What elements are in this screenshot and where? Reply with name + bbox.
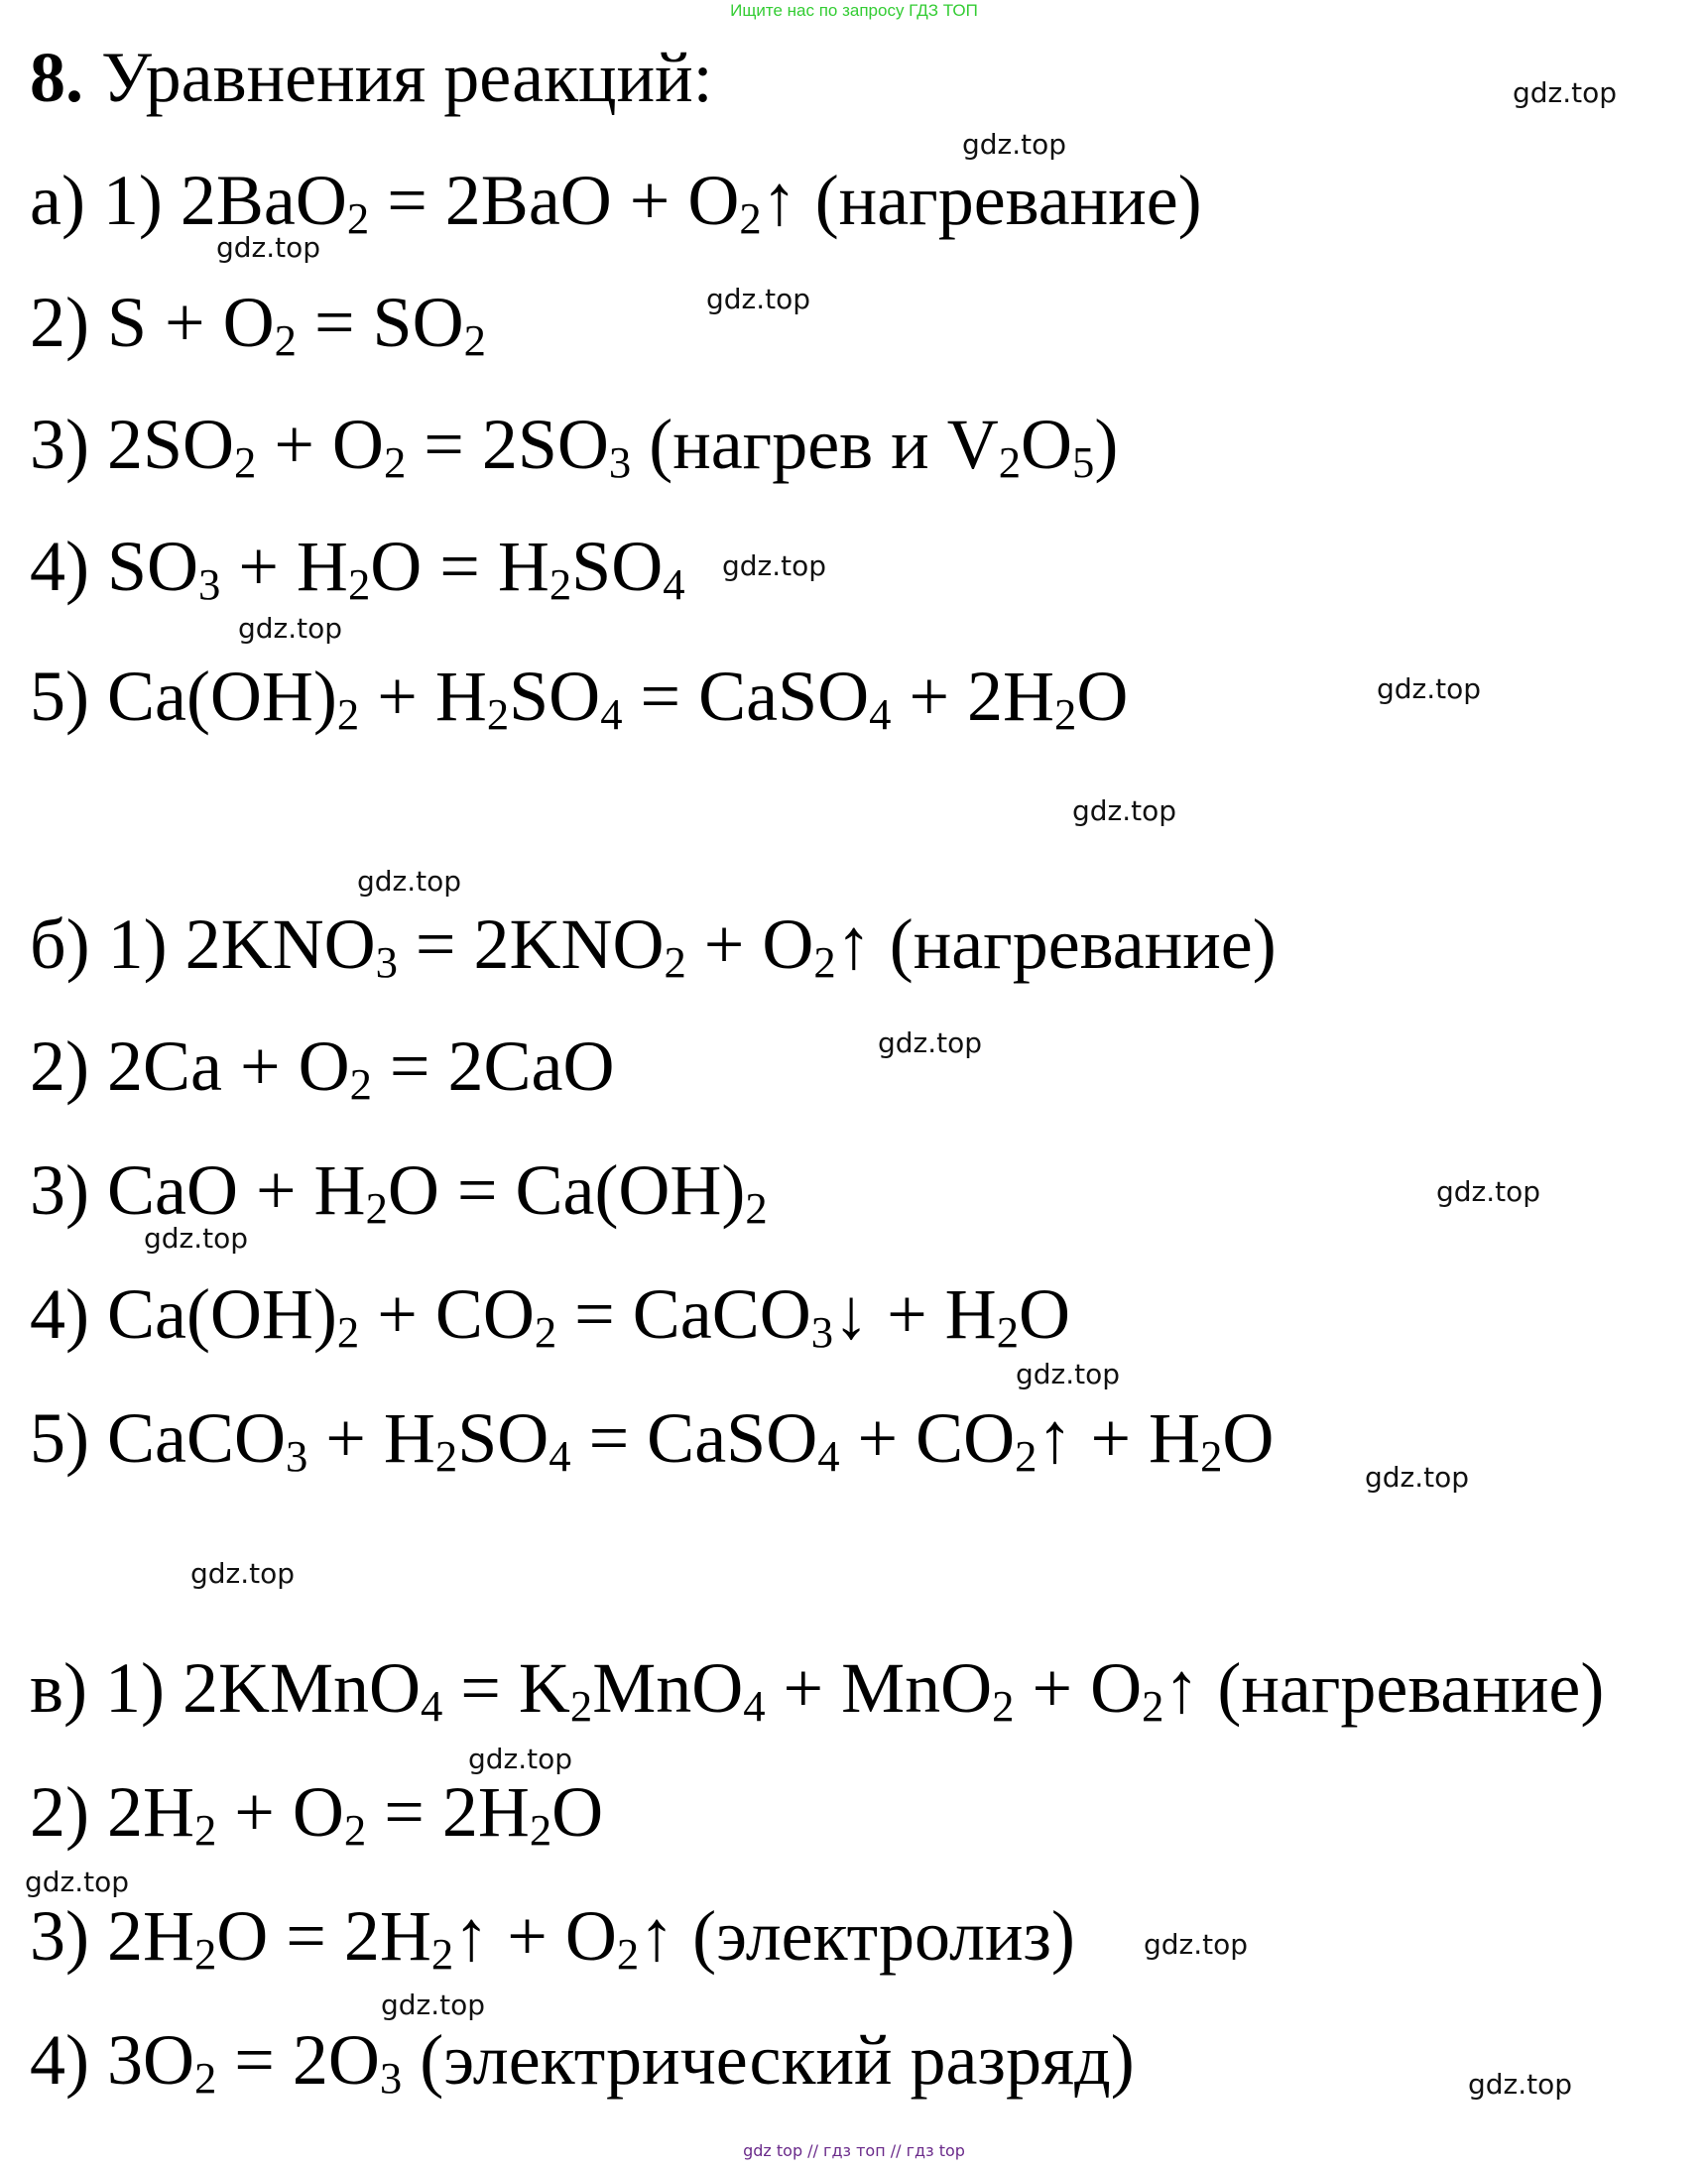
- watermark: gdz.top: [1144, 1928, 1249, 1961]
- subscript: 2: [813, 936, 836, 987]
- watermark: gdz.top: [1016, 1358, 1121, 1390]
- formula-text: ↑ (электролиз): [639, 1896, 1075, 1976]
- title-text: Уравнения реакций:: [101, 38, 713, 117]
- formula-text: 3) CaO + H: [30, 1150, 366, 1230]
- formula-text: а) 1) 2BaO: [30, 161, 347, 240]
- equation-c2: [30, 1772, 604, 1855]
- formula-text: в) 1) 2KMnO: [30, 1648, 421, 1728]
- watermark: gdz.top: [722, 549, 827, 582]
- formula-text: SO: [457, 1398, 549, 1478]
- formula-text: + CO: [359, 1274, 535, 1354]
- subscript: 4: [817, 1430, 840, 1481]
- formula-text: SO: [571, 527, 664, 606]
- formula-text: 5) Ca(OH): [30, 657, 337, 736]
- subscript: 2: [193, 1804, 217, 1855]
- subscript: 2: [274, 314, 297, 365]
- formula-text: + H: [307, 1398, 435, 1478]
- subscript: 2: [430, 1928, 454, 1979]
- subscript: 2: [343, 1804, 367, 1855]
- watermark: gdz.top: [1377, 672, 1482, 705]
- subscript: 2: [529, 1804, 552, 1855]
- formula-text: = SO: [296, 283, 464, 362]
- subscript: 4: [600, 688, 623, 739]
- formula-text: 2) 2Ca + O: [30, 1026, 350, 1106]
- equation-c3: [30, 1896, 1075, 1979]
- subscript: 2: [998, 436, 1022, 487]
- formula-text: = 2O: [216, 2020, 380, 2100]
- watermark: gdz.top: [1468, 2068, 1573, 2101]
- subscript: 4: [663, 558, 685, 609]
- formula-text: 2) 2H: [30, 1772, 194, 1852]
- equation-b3: [30, 1150, 768, 1233]
- formula-text: = 2H: [366, 1772, 530, 1852]
- formula-text: ↑ (нагревание): [1163, 1648, 1605, 1728]
- watermark: gdz.top: [190, 1557, 296, 1590]
- subscript: 3: [285, 1430, 308, 1481]
- subscript: 4: [549, 1430, 571, 1481]
- subscript: 2: [1142, 1680, 1164, 1731]
- equation-a3: [30, 405, 1119, 487]
- subscript: 3: [608, 436, 632, 487]
- page-title: [30, 38, 713, 117]
- formula-text: SO: [509, 657, 601, 736]
- top-banner: Ищите нас по запросу ГДЗ ТОП: [730, 1, 978, 20]
- formula-text: ↑ (нагревание): [761, 161, 1202, 240]
- equation-a4: [30, 527, 685, 609]
- formula-text: = 2SO: [406, 405, 609, 484]
- watermark: gdz.top: [238, 612, 343, 645]
- subscript: 2: [739, 192, 762, 243]
- watermark: gdz.top: [706, 283, 811, 315]
- subscript: 5: [1072, 436, 1095, 487]
- subscript: 2: [534, 1306, 557, 1357]
- watermark: gdz.top: [962, 128, 1067, 161]
- formula-text: + O: [256, 405, 384, 484]
- formula-text: O: [1019, 1274, 1070, 1354]
- formula-text: ): [1094, 405, 1119, 484]
- formula-text: (нагрев и V: [631, 405, 999, 484]
- subscript: 2: [365, 1182, 388, 1233]
- formula-text: O = Ca(OH): [387, 1150, 746, 1230]
- formula-text: = CaSO: [622, 657, 870, 736]
- formula-text: ↑ (нагревание): [835, 904, 1277, 984]
- subscript: 4: [743, 1680, 766, 1731]
- subscript: 2: [992, 1680, 1015, 1731]
- formula-text: + O: [1014, 1648, 1143, 1728]
- formula-text: ↑ + H: [1037, 1398, 1201, 1478]
- subscript: 2: [745, 1182, 768, 1233]
- formula-text: = CaSO: [570, 1398, 818, 1478]
- formula-text: O = 2H: [216, 1896, 431, 1976]
- subscript: 3: [375, 936, 398, 987]
- watermark: gdz.top: [1365, 1461, 1470, 1494]
- equation-b5: [30, 1398, 1275, 1481]
- footer-watermark: gdz top // гдз топ // гдз top: [743, 2141, 965, 2160]
- subscript: 4: [420, 1680, 443, 1731]
- formula-text: ↓ + H: [833, 1274, 997, 1354]
- equation-b4: [30, 1274, 1070, 1357]
- formula-text: + H: [359, 657, 487, 736]
- equation-a1: [30, 161, 1202, 243]
- subscript: 2: [1015, 1430, 1037, 1481]
- subscript: 2: [549, 558, 572, 609]
- subscript: 4: [869, 688, 892, 739]
- subscript: 2: [486, 688, 510, 739]
- subscript: 2: [347, 558, 371, 609]
- subscript: 2: [434, 1430, 458, 1481]
- formula-text: + O: [685, 904, 814, 984]
- formula-text: (электрический разряд): [402, 2020, 1135, 2100]
- subscript: 2: [463, 314, 486, 365]
- watermark: gdz.top: [878, 1026, 983, 1059]
- formula-text: = K: [442, 1648, 570, 1728]
- subscript: 2: [336, 688, 360, 739]
- equation-c4: [30, 2020, 1135, 2103]
- formula-text: 3) 2H: [30, 1896, 194, 1976]
- formula-text: 4) Ca(OH): [30, 1274, 337, 1354]
- subscript: 2: [616, 1928, 640, 1979]
- formula-text: MnO: [592, 1648, 744, 1728]
- formula-text: + 2H: [891, 657, 1055, 736]
- formula-text: + H: [220, 527, 348, 606]
- formula-text: 4) 3O: [30, 2020, 194, 2100]
- watermark: gdz.top: [1072, 794, 1177, 827]
- equation-a2: [30, 283, 486, 365]
- watermark: gdz.top: [1513, 76, 1618, 109]
- task-number: 8.: [30, 38, 83, 117]
- watermark: gdz.top: [25, 1866, 130, 1898]
- subscript: 3: [379, 2052, 403, 2103]
- formula-text: 5) CaCO: [30, 1398, 286, 1478]
- formula-text: + O: [216, 1772, 344, 1852]
- formula-text: 4) SO: [30, 527, 199, 606]
- formula-text: = 2CaO: [371, 1026, 615, 1106]
- subscript: 2: [193, 1928, 217, 1979]
- watermark: gdz.top: [381, 1989, 486, 2021]
- equation-b2: [30, 1026, 615, 1109]
- subscript: 2: [1200, 1430, 1223, 1481]
- formula-text: 2) S + O: [30, 283, 275, 362]
- formula-text: = 2KNO: [397, 904, 665, 984]
- subscript: 2: [349, 1058, 372, 1109]
- subscript: 2: [1054, 688, 1077, 739]
- subscript: 2: [234, 436, 257, 487]
- watermark: gdz.top: [468, 1743, 573, 1775]
- formula-text: = CaCO: [556, 1274, 811, 1354]
- watermark: gdz.top: [357, 865, 462, 898]
- formula-text: + MnO: [765, 1648, 993, 1728]
- formula-text: O = H: [370, 527, 549, 606]
- formula-text: O: [1021, 405, 1073, 484]
- formula-text: O: [551, 1772, 604, 1852]
- equation-c1: [30, 1648, 1605, 1731]
- formula-text: б) 1) 2KNO: [30, 904, 376, 984]
- equation-b1: [30, 904, 1277, 987]
- subscript: 2: [996, 1306, 1019, 1357]
- subscript: 2: [664, 936, 686, 987]
- formula-text: + CO: [839, 1398, 1016, 1478]
- formula-text: O: [1076, 657, 1129, 736]
- subscript: 2: [193, 2052, 217, 2103]
- equation-a5: [30, 657, 1129, 739]
- watermark: gdz.top: [144, 1222, 249, 1255]
- subscript: 3: [810, 1306, 834, 1357]
- subscript: 2: [383, 436, 407, 487]
- subscript: 3: [198, 558, 221, 609]
- subscript: 2: [336, 1306, 360, 1357]
- formula-text: ↑ + O: [453, 1896, 617, 1976]
- formula-text: = 2BaO + O: [369, 161, 740, 240]
- formula-text: 3) 2SO: [30, 405, 235, 484]
- watermark: gdz.top: [1436, 1175, 1541, 1208]
- watermark: gdz.top: [216, 231, 321, 264]
- subscript: 2: [569, 1680, 593, 1731]
- subscript: 2: [346, 192, 370, 243]
- formula-text: O: [1222, 1398, 1275, 1478]
